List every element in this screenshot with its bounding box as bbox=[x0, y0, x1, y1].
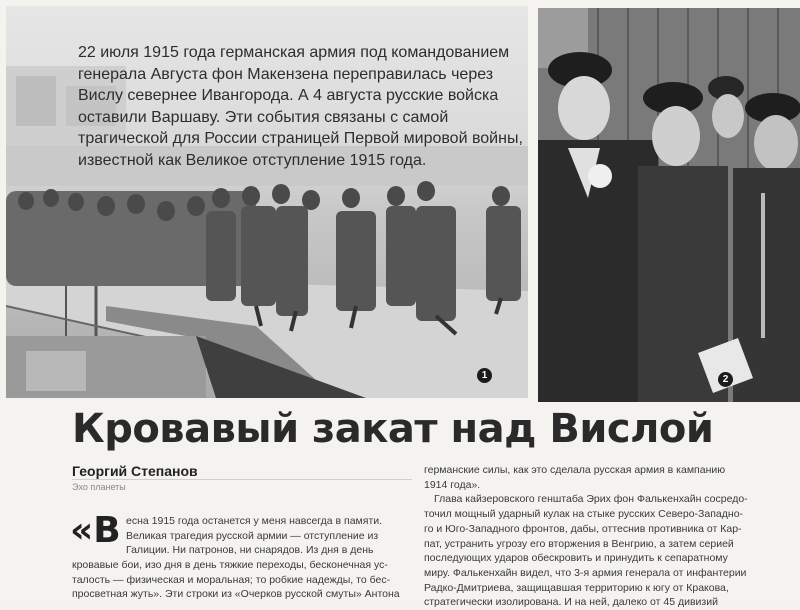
drop-quote: «В bbox=[70, 510, 121, 551]
text-line: точил мощный ударный кулак на стыке русских Северо-Западно- bbox=[424, 508, 744, 521]
text-line: есна 1915 года останется у меня навсегда в памяти. bbox=[126, 515, 383, 527]
article-headline: Кровавый закат над Вислой bbox=[72, 406, 714, 452]
text-line: Радко-Дмитриева, защищавшая территорию к югу от Кракова, bbox=[424, 581, 729, 594]
article-source: Эхо планеты bbox=[72, 482, 126, 492]
text-line: стратегически изолирована. И на ней, далеко от 45 дивизий bbox=[424, 596, 718, 609]
author-divider bbox=[72, 479, 412, 480]
article-author: Георгий Степанов bbox=[72, 463, 198, 479]
text-line: миру. Фалькенхайн видел, что 3-я армия генерала от инфантерии bbox=[424, 566, 747, 579]
article-column-2 bbox=[424, 463, 768, 610]
article-column-1-lead bbox=[126, 514, 408, 558]
text-line: Глава кайзеровского генштаба Эрих фон Фалькенхайн сосредо- bbox=[434, 493, 748, 506]
text-line: просветная жуть». Эти строки из «Очерков русской смуты» Антона bbox=[72, 588, 400, 601]
photo2-number-badge: 2 bbox=[718, 372, 733, 387]
text-line: талость — физическая и моральная; то робкие надежды, то бес- bbox=[72, 573, 391, 586]
officers-portrait-image bbox=[538, 8, 800, 402]
text-line: германские силы, как это сделала русская армия в кампанию bbox=[424, 464, 726, 476]
text-line: 1914 года». bbox=[424, 478, 481, 491]
text-line: го и Юго-Западного фронтов, дабы, оттеснив противника от Кар- bbox=[424, 522, 742, 535]
text-line: Галиции. Ни патронов, ни снарядов. Из дня в день bbox=[126, 544, 374, 557]
article-column-1-body bbox=[72, 558, 408, 602]
text-line: Великая трагедия русской армии — отступление из bbox=[126, 529, 379, 542]
photo-officers-portrait bbox=[538, 8, 800, 402]
text-line: последующих ударов обескровить и принудить к сепаратному bbox=[424, 552, 728, 565]
photo-soldiers-bridge bbox=[6, 6, 528, 398]
text-line: пат, устранить угрозу его вторжения в Венгрию, а затем серией bbox=[424, 537, 734, 550]
text-line: кровавые бои, изо дня в день тяжкие переходы, бесконечная ус- bbox=[72, 559, 388, 571]
photo1-number-badge: 1 bbox=[477, 368, 492, 383]
photo1-caption: 22 июля 1915 года германская армия под командованием генерала Августа фон Макензена переправилась через Вислу севернее Ивангорода. А 4 августа русские войска оставили Варшаву. Эти события связаны с самой трагической для России страницей Первой мировой войны, известной как Великое отступление 1915 года. bbox=[78, 44, 523, 169]
